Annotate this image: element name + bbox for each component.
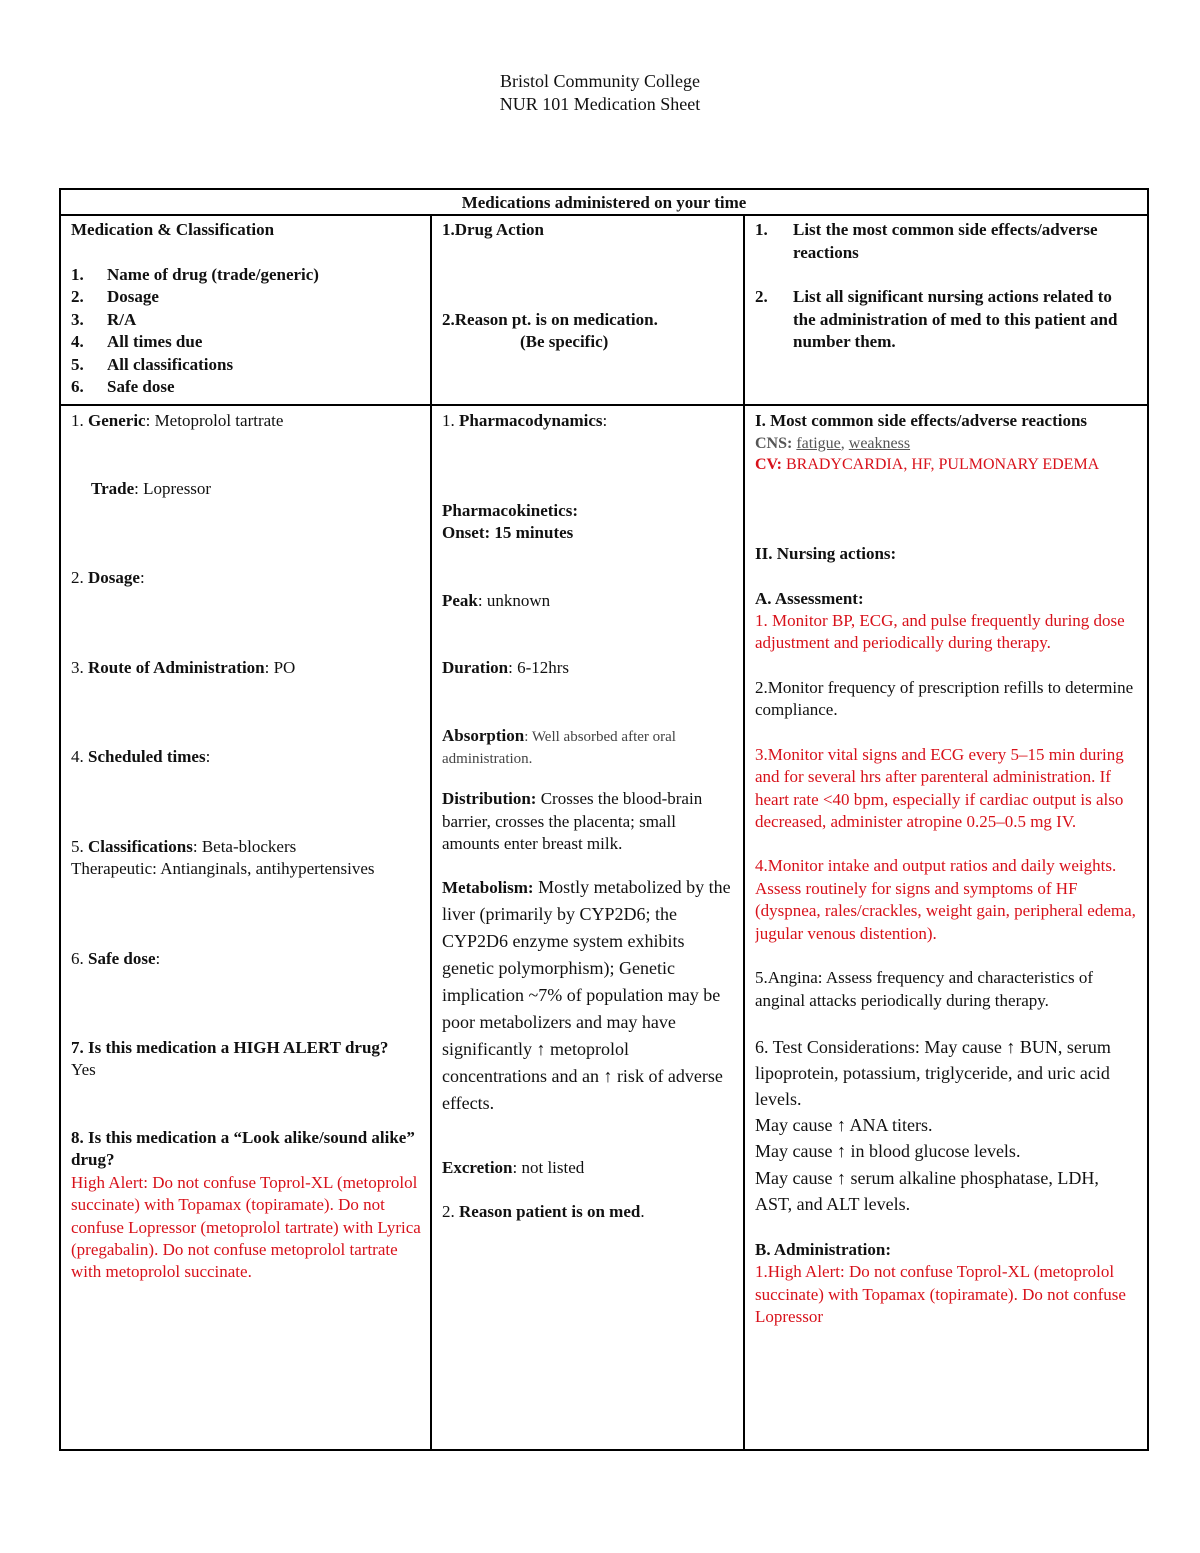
distribution-field: Distribution: Crosses the blood-brain barrier, crosses the placenta; small amounts enter breast milk.	[442, 789, 703, 854]
list-item: 3. R/A	[71, 309, 137, 329]
drug-action-heading: 1.Drug Action	[442, 220, 544, 240]
dosage-field: 2. Dosage:	[71, 568, 145, 588]
college-name: Bristol Community College	[499, 71, 700, 91]
be-specific-note: (Be specific)	[520, 332, 609, 352]
col3-header-item-2: 2. List all significant nursing actions related to the administration of med to this patient and number them.	[755, 287, 1118, 352]
list-item: 1. Name of drug (trade/generic)	[71, 264, 319, 284]
col1-header	[60, 215, 431, 405]
pharmacokinetics-heading: Pharmacokinetics:	[442, 500, 578, 520]
high-alert-answer: Yes	[71, 1060, 96, 1080]
col1-content	[60, 405, 431, 1450]
list-item: 2. Dosage	[71, 287, 159, 307]
administration-heading: B. Administration:	[755, 1239, 892, 1259]
peak-field: Peak: unknown	[442, 590, 551, 610]
onset-field: Onset: 15 minutes	[442, 523, 574, 543]
generic-name: 1. Generic: Metoprolol tartrate	[71, 411, 284, 431]
assessment-item-5: 5.Angina: Assess frequency and characteristics of anginal attacks periodically during therapy.	[755, 968, 1093, 1010]
nursing-actions-heading: II. Nursing actions:	[755, 544, 897, 564]
trade-name: Trade: Lopressor	[91, 478, 212, 498]
therapeutic-class: Therapeutic: Antianginals, antihypertensives	[71, 859, 375, 879]
cns-effects: CNS: fatigue, weakness	[755, 434, 911, 452]
assessment-item-1: 1. Monitor BP, ECG, and pulse frequently during dose adjustment and periodically during therapy.	[755, 610, 1125, 653]
absorption-field: Absorption: Well absorbed after oral administration.	[442, 725, 676, 768]
metabolism-field: Metabolism: Mostly metabolized by the liver (primarily by CYP2D6; the CYP2D6 enzyme system exhibits genetic polymorphism); Genetic implication ~7% of population may be poor metabolizers and may have significantly ↑ metoprolol concentrations and an ↑ risk of adverse effects.	[442, 876, 731, 1113]
col1-header-list	[71, 264, 421, 399]
col1-header-title: Medication & Classification	[71, 220, 275, 240]
page-header	[0, 70, 1200, 115]
route-field: 3. Route of Administration: PO	[71, 657, 296, 677]
assessment-item-6: 6. Test Considerations: May cause ↑ BUN, serum lipoprotein, potassium, triglyceride, and uric acid levels. May cause ↑ ANA titers. May cause ↑ in blood glucose levels. May cause ↑ serum alkaline phosphatase, LDH, AST, and ALT levels.	[755, 1037, 1111, 1214]
col3-content	[744, 405, 1148, 1450]
excretion-field: Excretion: not listed	[442, 1157, 585, 1177]
side-effects-heading: I. Most common side effects/adverse reactions	[755, 411, 1088, 431]
reason-heading: 2.Reason pt. is on medication.	[442, 309, 658, 329]
list-item: 5. All classifications	[71, 354, 234, 374]
col2-header	[431, 215, 744, 405]
cv-effects: CV: BRADYCARDIA, HF, PULMONARY EDEMA	[755, 455, 1100, 473]
duration-field: Duration: 6-12hrs	[442, 658, 570, 678]
look-alike-answer: High Alert: Do not confuse Toprol-XL (metoprolol succinate) with Topamax (topiramate). Do not confuse Lopressor (metoprolol tartrate) with Lyrica (pregabalin). Do not confuse metoprolol tartrate with metoprolol succinate.	[71, 1172, 421, 1282]
table-banner: Medications administered on your time	[60, 189, 1148, 215]
col3-header-item-1: 1. List the most common side effects/adverse reactions	[755, 220, 1098, 262]
high-alert-question: 7. Is this medication a HIGH ALERT drug?	[71, 1037, 389, 1057]
look-alike-question: 8. Is this medication a “Look alike/sound alike” drug?	[71, 1127, 415, 1170]
pharmacodynamics-field: 1. Pharmacodynamics:	[442, 411, 608, 431]
reason-field: 2. Reason patient is on med.	[442, 1201, 645, 1221]
assessment-item-4: 4.Monitor intake and output ratios and daily weights. Assess routinely for signs and symptoms of HF (dyspnea, rales/crackles, weight gain, peripheral edema, jugular venous distention).	[755, 856, 1136, 943]
assessment-heading: A. Assessment:	[755, 588, 864, 608]
list-item: 6. Safe dose	[71, 377, 175, 397]
sheet-title: NUR 101 Medication Sheet	[499, 93, 701, 114]
assessment-item-3: 3.Monitor vital signs and ECG every 5–15 min during and for several hrs after parenteral administration. If heart rate <40 bpm, especially if cardiac output is also decreased, administer atropine 0.25–0.5 mg IV.	[755, 744, 1124, 832]
col3-header	[744, 215, 1148, 405]
scheduled-times-field: 4. Scheduled times:	[71, 747, 211, 767]
medication-table	[59, 188, 1149, 1451]
col2-content	[431, 405, 744, 1450]
administration-item-1: 1.High Alert: Do not confuse Toprol-XL (metoprolol succinate) with Topamax (topiramate). Do not confuse Lopressor	[755, 1262, 1126, 1327]
safe-dose-field: 6. Safe dose:	[71, 948, 161, 968]
list-item: 4. All times due	[71, 332, 203, 352]
classifications-field: 5. Classifications: Beta-blockers	[71, 836, 297, 856]
assessment-item-2: 2.Monitor frequency of prescription refills to determine compliance.	[755, 677, 1134, 720]
